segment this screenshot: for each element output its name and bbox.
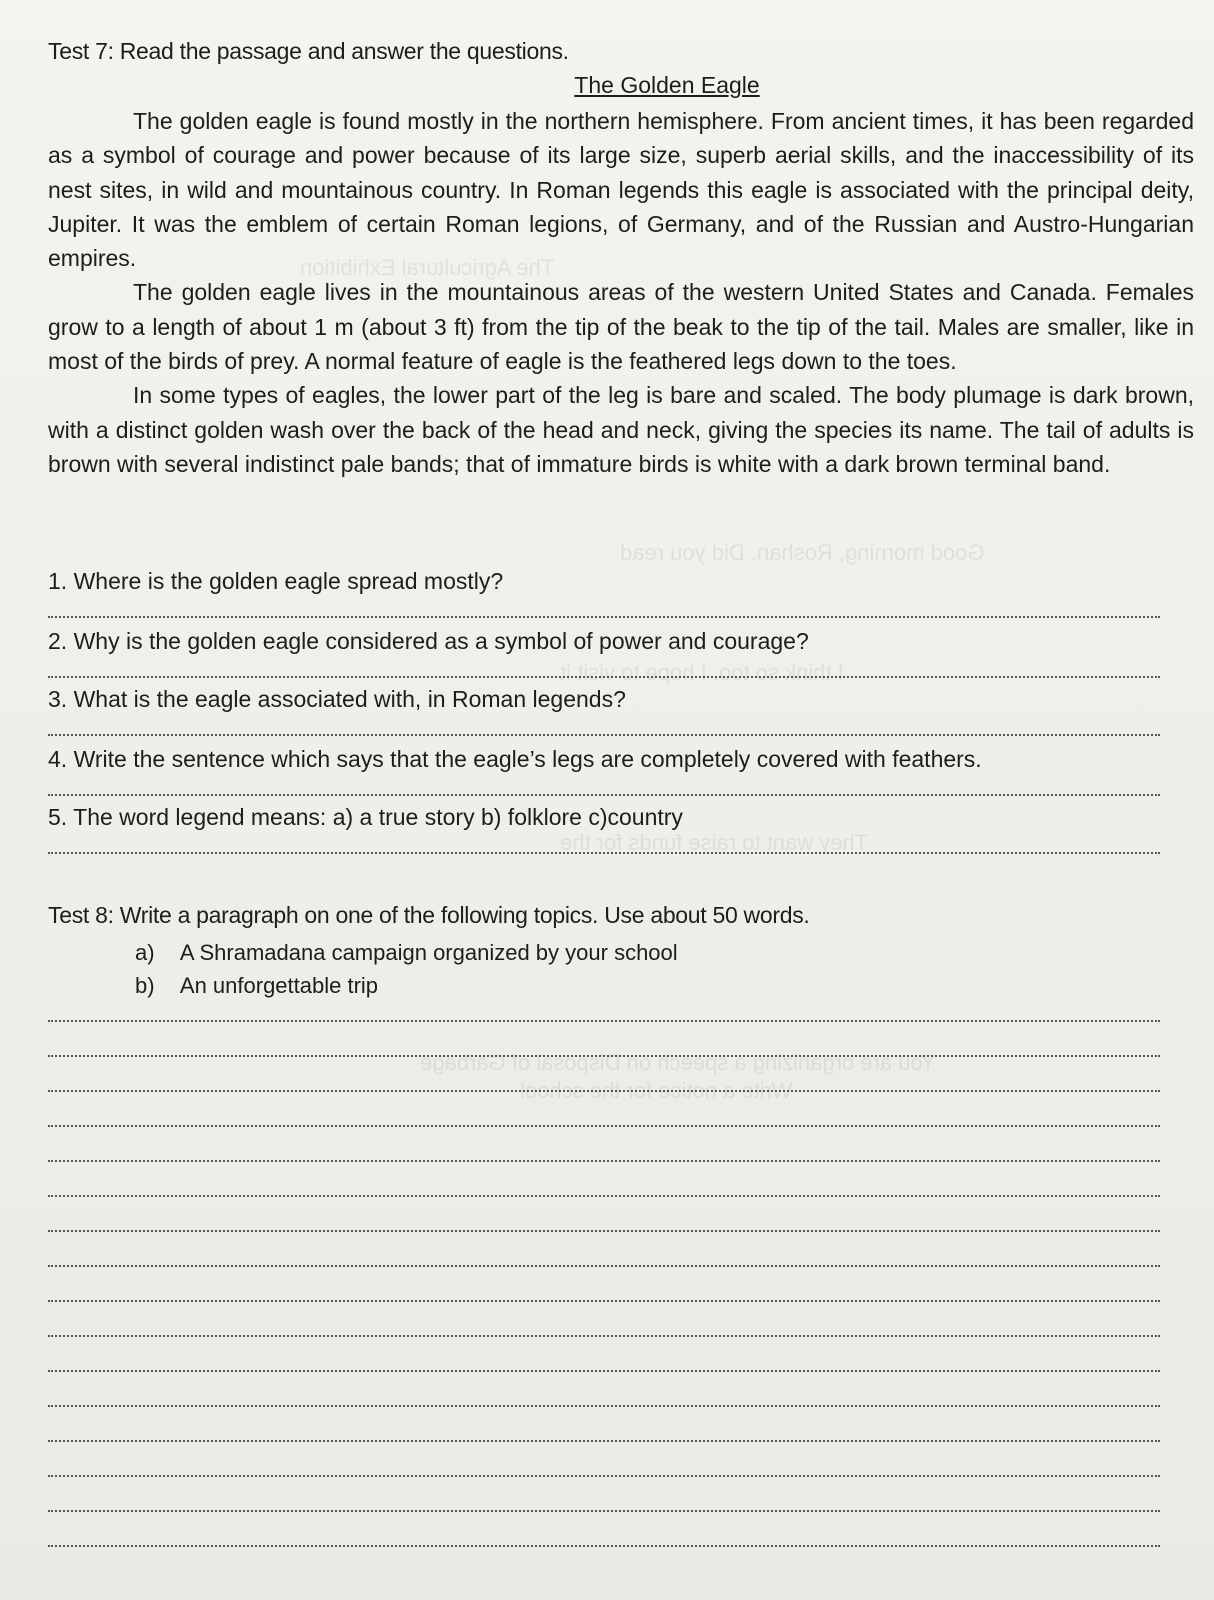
- passage-title: The Golden Eagle: [574, 72, 760, 98]
- question: 3. What is the eagle associated with, in Roman legends?: [48, 686, 626, 712]
- writing-line[interactable]: [48, 1020, 1160, 1022]
- writing-line[interactable]: [48, 1510, 1160, 1512]
- question: 2. Why is the golden eagle considered as a symbol of power and courage?: [48, 628, 809, 654]
- bleed-through-text: You are organizing a speech on Disposal of Garbage: [420, 1050, 936, 1075]
- writing-line[interactable]: [48, 1230, 1160, 1232]
- writing-line[interactable]: [48, 1195, 1160, 1197]
- question: 4. Write the sentence which says that the eagle’s legs are completely covered with feathers.: [48, 746, 982, 772]
- writing-line[interactable]: [48, 1160, 1160, 1162]
- bleed-through-text: Write a notice for the school: [520, 1078, 793, 1103]
- writing-line[interactable]: [48, 1300, 1160, 1302]
- writing-line[interactable]: [48, 1055, 1160, 1057]
- answer-line[interactable]: [48, 676, 1160, 678]
- bleed-through-text: The Agricultural Exhibition: [300, 255, 555, 280]
- writing-line[interactable]: [48, 1440, 1160, 1442]
- passage-paragraph: The golden eagle is found mostly in the northern hemisphere. From ancient times, it has been regarded as a symbol of courage and power because of its large size, superb aerial skills, and the inaccessibility of its nest sites, in wild and mountainous country. In Roman legends this eagle is associated with the principal deity, Jupiter. It was the emblem of certain Roman legions, of Germany, and of the Russian and Austro-Hungarian empires.: [48, 108, 1194, 272]
- answer-line[interactable]: [48, 734, 1160, 736]
- bleed-through-text: I think so too. I hope to visit it: [560, 660, 844, 685]
- option-text: An unforgettable trip: [179, 973, 379, 998]
- test8-heading: Test 8: Write a paragraph on one of the following topics. Use about 50 words.: [48, 902, 810, 928]
- passage-paragraph: The golden eagle lives in the mountainous areas of the western United States and Canada. Females grow to a length of about 1 m (about 3 ft) from the tip of the beak to the tip of the tail. Males are smaller, like in most of the birds of prey. A normal feature of eagle is the feathered legs down to the toes.: [48, 279, 1194, 375]
- writing-line[interactable]: [48, 1370, 1160, 1372]
- writing-line[interactable]: [48, 1405, 1160, 1407]
- answer-line[interactable]: [48, 794, 1160, 796]
- bleed-through-text: Good morning, Roshan. Did you read: [620, 540, 985, 565]
- writing-line[interactable]: [48, 1265, 1160, 1267]
- bleed-through-text: They want to raise funds for the: [560, 830, 869, 855]
- topic-option: [135, 973, 378, 999]
- topic-option: [135, 940, 678, 966]
- answer-line[interactable]: [48, 616, 1160, 618]
- writing-line[interactable]: [48, 1475, 1160, 1477]
- option-label: b): [135, 973, 155, 998]
- question: 5. The word legend means: a) a true story b) folklore c)country: [48, 804, 683, 830]
- writing-line[interactable]: [48, 1125, 1160, 1127]
- option-label: a): [135, 940, 155, 965]
- writing-line[interactable]: [48, 1545, 1160, 1547]
- option-text: A Shramadana campaign organized by your school: [179, 940, 678, 965]
- passage-paragraph: In some types of eagles, the lower part of the leg is bare and scaled. The body plumage is dark brown, with a distinct golden wash over the back of the head and neck, giving the species its name. The tail of adults is brown with several indistinct pale bands; that of immature birds is white with a dark brown terminal band.: [48, 382, 1194, 477]
- test7-heading: Test 7: Read the passage and answer the questions.: [48, 38, 569, 64]
- question: 1. Where is the golden eagle spread mostly?: [48, 568, 504, 594]
- writing-line[interactable]: [48, 1090, 1160, 1092]
- answer-line[interactable]: [48, 852, 1160, 854]
- passage: [48, 104, 1194, 481]
- writing-line[interactable]: [48, 1335, 1160, 1337]
